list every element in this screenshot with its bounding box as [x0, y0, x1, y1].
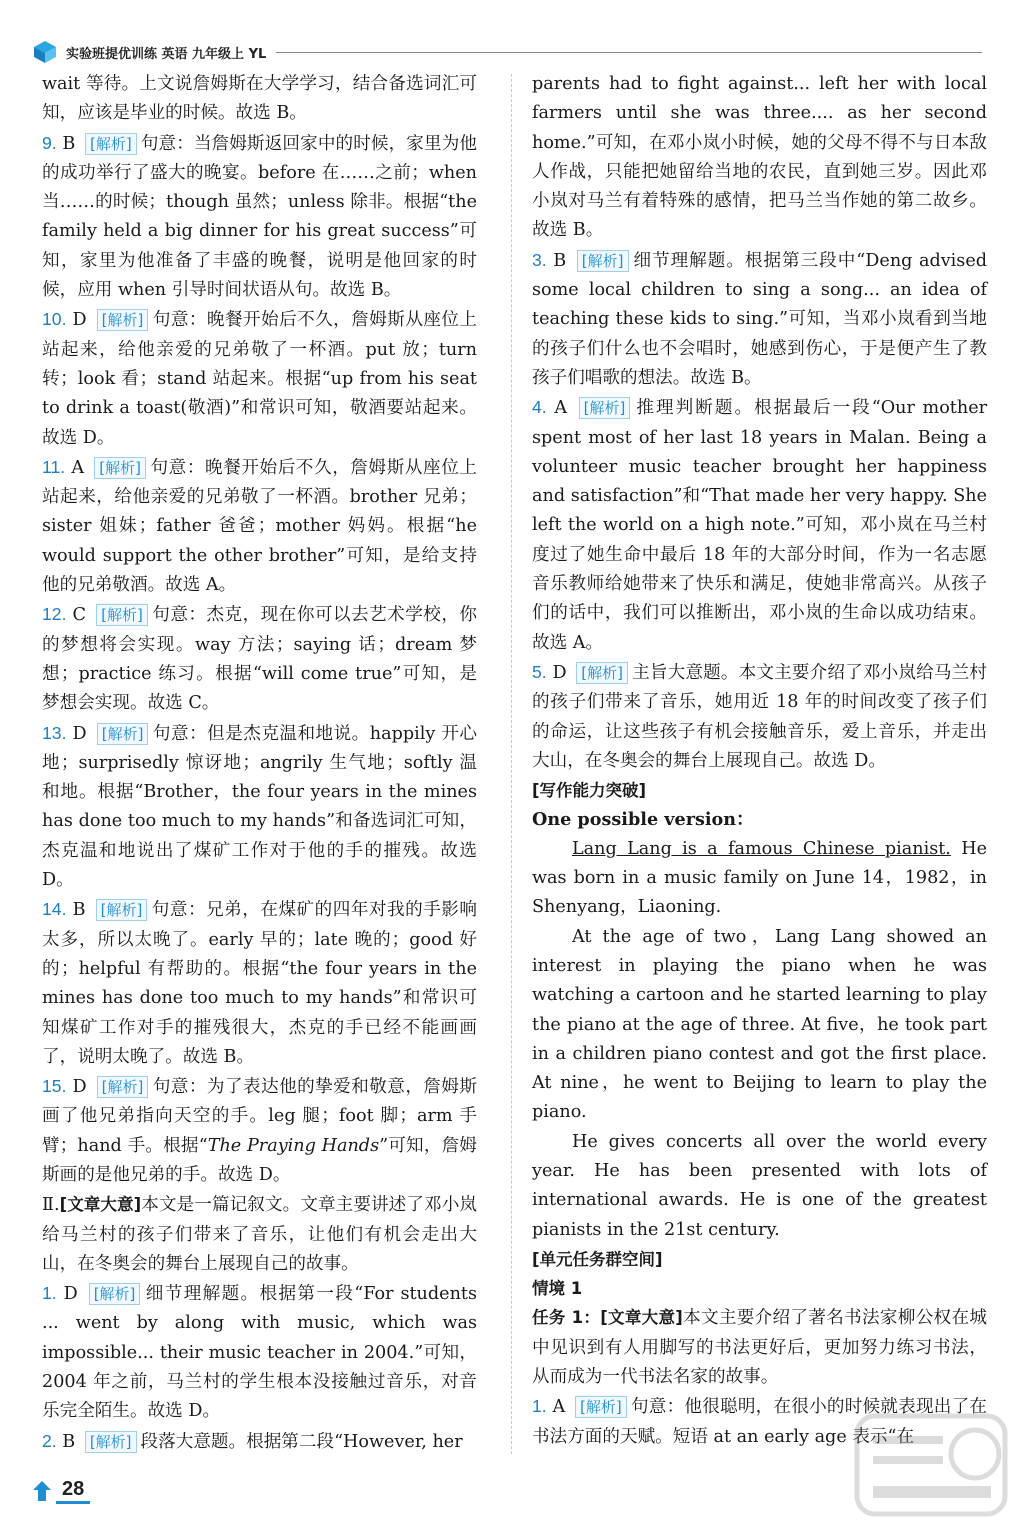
summary-bracket: [文章大意]	[600, 1308, 683, 1328]
item-number: 1.	[42, 1283, 57, 1304]
analysis-tag: [解析]	[96, 604, 148, 626]
analysis-tag: [解析]	[97, 309, 149, 331]
item-number: 2.	[42, 1430, 57, 1451]
analysis-text: 句意：晚餐开始后不久，詹姆斯从座位上站起来，给他亲爱的兄弟敬了一杯酒。brother 兄弟；sister 姐妹；father 爸爸；mother 妈妈。根据“he would support the other brother”可知，是给支持他的兄弟敬酒。故选 A。	[42, 457, 477, 596]
house-arrow-icon	[32, 1480, 52, 1502]
analysis-text: 段落大意题。根据第二段“However, her	[140, 1431, 463, 1452]
item-answer: B	[72, 900, 86, 921]
analysis-text: 推理判断题。根据最后一段“Our mother spent most of her last 18 years in Malan. Being a volunteer music teacher brought her happiness and satisfaction”和“That made her very happy. She left the world on a high note.”可知，邓小岚在马兰村度过了她生命中最后 18 年的大部分时间，作为一名志愿音乐教师给她带来了快乐和满足，使她非常高兴。从孩子们的话中，我们可以推断出，邓小岚的生命以成功结束。故选 A。	[532, 398, 988, 653]
item-answer: A	[552, 1397, 566, 1418]
item-number: 10.	[42, 309, 67, 330]
item-number: 9.	[42, 132, 57, 153]
analysis-tag: [解析]	[85, 133, 137, 155]
analysis-text: 句意：兄弟，在煤矿的四年对我的手影响太多，所以太晚了。early 早的；late 晚的；good 好的；helpful 有帮助的。根据“the four years in the mines has done too much to my hands”和常识可知煤矿工作对手的摧残很大，杰克的手已经不能画画了，说明太晚了。故选 B。	[42, 900, 477, 1067]
analysis-tag: [解析]	[97, 1076, 149, 1098]
paragraph-text: wait 等待。上文说詹姆斯在大学学习，结合备选词汇可知，应该是毕业的时候。故选 B。	[42, 74, 477, 124]
item-number: 13.	[42, 722, 67, 743]
answer-item-ii-4	[532, 393, 987, 658]
analysis-text: 句意：他很聪明，在很小的时候就表现出了在书法方面的天赋。短语 at an early age 表示“在	[532, 1397, 987, 1447]
item-number: 11.	[42, 456, 66, 477]
item-number: 5.	[532, 661, 547, 682]
analysis-tag: [解析]	[96, 899, 148, 921]
essay-paragraph-1-rest: He was born in a music family on June 14，1982，in Shenyang，Liaoning.	[532, 838, 987, 918]
analysis-tag: [解析]	[89, 1283, 141, 1305]
analysis-text: 句意：为了表达他的挚爱和敬意，詹姆斯画了他兄弟指向天空的手。leg 腿；foot 脚；arm 手臂；hand 手。根据“	[42, 1077, 478, 1156]
essay-paragraph-3: He gives concerts all over the world every year. He has been presented with lots of international awards. He is one of the greatest pianists in the 21st century.	[532, 1131, 987, 1240]
analysis-text: 主旨大意题。本文主要介绍了邓小岚给马兰村的孩子们带来了音乐，她用近 18 年的时间改变了孩子们的命运，让这些孩子有机会接触音乐，爱上音乐，并走出大山，在冬奥会的舞台上展现自己。故选 D。	[532, 662, 987, 771]
answer-item-ii-2	[42, 1427, 477, 1457]
scenario-label: 情境 1	[532, 1279, 583, 1299]
analysis-tag: [解析]	[85, 1431, 137, 1453]
item-number: 3.	[532, 249, 547, 270]
analysis-tag: [解析]	[576, 662, 628, 684]
task-summary	[532, 1303, 987, 1392]
writing-section-heading: [写作能力突破]	[532, 781, 647, 801]
continued-text	[42, 70, 477, 129]
left-column	[42, 70, 477, 1457]
answer-item-12	[42, 600, 477, 718]
item-answer: D	[63, 1284, 78, 1305]
summary-bracket: [文章大意]	[59, 1195, 142, 1215]
task-label: 任务 1：	[532, 1308, 601, 1328]
analysis-tag: [解析]	[94, 457, 146, 479]
answer-item-9	[42, 129, 477, 306]
answer-item-15	[42, 1072, 477, 1190]
book-title: 实验班提优训练 英语 九年级上 YL	[66, 46, 267, 62]
answer-item-10	[42, 305, 477, 452]
answer-item-13	[42, 719, 477, 896]
analysis-tag: [解析]	[579, 397, 631, 419]
item-number: 12.	[42, 604, 67, 625]
item-answer: A	[554, 398, 568, 419]
summary-text: 本文是一篇记叙文。文章主要讲述了邓小岚给马兰村的孩子们带来了音乐，让他们有机会走出大山，在冬奥会的舞台上展现自己的故事。	[42, 1195, 477, 1274]
answer-stamp-icon	[851, 1410, 1011, 1520]
answer-item-ii-5	[532, 658, 987, 776]
item-answer: B	[62, 133, 76, 154]
item-answer: D	[552, 662, 567, 683]
unit-task-heading: [单元任务群空间]	[532, 1249, 663, 1269]
page-number: 28	[56, 1478, 90, 1504]
analysis-text: 句意：当詹姆斯返回家中的时候，家里为他的成功举行了盛大的晚宴。before 在……之前；when 当……的时候；though 虽然；unless 除非。根据“the family held a big dinner for his great success”可知，家里为他准备了丰盛的晚餐，说明是他回家的时候，应用 when 引导时间状语从句。故选 B。	[42, 133, 477, 301]
writing-version-label: One possible version：	[532, 809, 754, 831]
analysis-text-end: ”可知，詹姆斯画的是他兄弟的手。故选 D。	[42, 1135, 477, 1185]
section-label: Ⅱ.	[42, 1195, 60, 1216]
analysis-tag: [解析]	[575, 1396, 627, 1418]
answer-item-ii-3	[532, 246, 987, 393]
item-number: 15.	[42, 1076, 67, 1097]
analysis-text: 句意：但是杰克温和地说。happily 开心地；surprisedly 惊讶地；angrily 生气地；softly 温和地。根据“Brother，the four years in the mines has done too much to my hands”和备选词汇可知，杰克温和地说出了煤矿工作对于他的手的摧残。故选 D。	[42, 723, 478, 891]
analysis-text: 句意：杰克，现在你可以去艺术学校，你的梦想将会实现。way 方法；saying 话；dream 梦想；practice 练习。根据“will come true”可知，是梦想会实现。故选 C。	[42, 605, 478, 714]
header-rule	[276, 52, 982, 53]
continued-text	[532, 70, 987, 246]
item-number: 1.	[532, 1396, 547, 1417]
item-answer: D	[72, 1077, 87, 1098]
answer-item-ii-1	[42, 1279, 477, 1426]
item-answer: B	[553, 250, 567, 271]
essay-paragraph-2: At the age of two，Lang Lang showed an interest in playing the piano when he was watching a cartoon and he started learning to play the piano at the age of three. At five，he took part in a children piano contest and got the first place. At nine，he went to Beijing to learn to play the piano.	[532, 926, 987, 1123]
model-essay	[532, 835, 987, 1245]
essay-topic-sentence: Lang Lang is a famous Chinese pianist.	[572, 838, 951, 859]
answer-item-11	[42, 453, 477, 600]
analysis-tag: [解析]	[577, 250, 629, 272]
item-number: 14.	[42, 899, 67, 920]
section-two-summary	[42, 1190, 477, 1279]
essay-paragraph-1	[532, 835, 987, 923]
analysis-tag: [解析]	[97, 723, 149, 745]
item-answer: C	[72, 605, 87, 626]
right-column	[532, 70, 987, 1452]
item-number: 4.	[532, 397, 547, 418]
summary-text: 本文主要介绍了著名书法家柳公权在城中见识到有人用脚写的书法更好后，更加努力练习书法，从而成为一代书法名家的故事。	[532, 1308, 987, 1388]
analysis-text: 细节理解题。根据第三段中“Deng advised some local children to sing a song... an idea of teaching these kids to sing.”可知，当邓小岚看到当地的孩子们什么也不会唱时，她感到伤心，于是便产生了教孩子们唱歌的想法。故选 B。	[532, 250, 988, 388]
paragraph-text: parents had to fight against... left her with local farmers until she was three.... as her second home.”可知，在邓小岚小时候，她的父母不得不与日本敌人作战，只能把她留给当地的农民，直到她三岁。因此邓小岚对马兰有着特殊的感情，把马兰当作她的第二故乡。故选 B。	[532, 74, 987, 241]
column-divider	[511, 74, 512, 1454]
answer-item-14	[42, 895, 477, 1072]
item-answer: D	[72, 310, 87, 331]
painting-title: The Praying Hands	[207, 1135, 380, 1156]
page-number-block	[32, 1476, 90, 1506]
item-answer: B	[62, 1431, 76, 1452]
analysis-text: 细节理解题。根据第一段“For students ... went by along with music, which was impossible... their music teacher in 2004.”可知，2004 年之前，马兰村的学生根本没接触过音乐，对音乐完全陌生。故选 D。	[42, 1284, 477, 1422]
page-header	[32, 38, 982, 66]
analysis-text: 句意：晚餐开始后不久，詹姆斯从座位上站起来，给他亲爱的兄弟敬了一杯酒。put 放；turn 转；look 看；stand 站起来。根据“up from his seat to drink a toast(敬酒)”和常识可知，敬酒要站起来。故选 D。	[42, 310, 478, 448]
item-answer: A	[71, 457, 85, 478]
item-answer: D	[72, 723, 87, 744]
book-cube-icon	[32, 39, 58, 65]
